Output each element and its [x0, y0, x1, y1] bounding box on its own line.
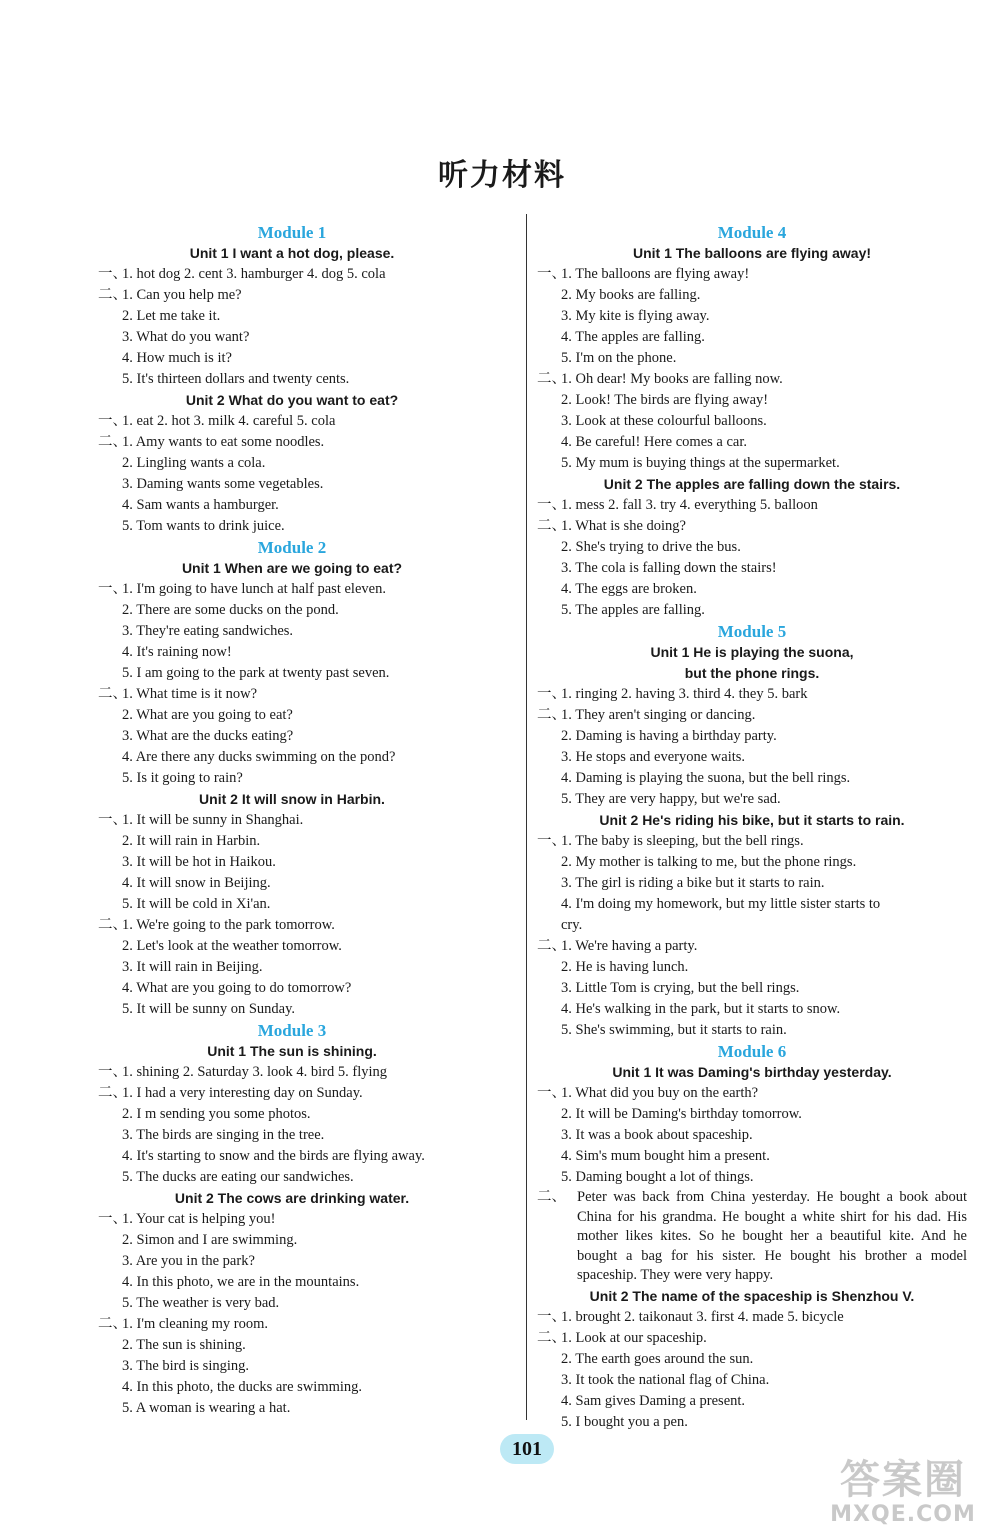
line-text: 4. The eggs are broken. — [561, 581, 697, 597]
line-text: 1. I'm cleaning my room. — [122, 1316, 268, 1332]
unit-heading: Unit 1 It was Daming's birthday yesterday. — [612, 1064, 892, 1080]
section-label: 二、 — [98, 686, 127, 702]
line-text: 5. Tom wants to drink juice. — [122, 518, 285, 534]
answer-line — [98, 264, 486, 285]
answer-line — [98, 957, 486, 978]
line-text: 3. Daming wants some vegetables. — [122, 476, 324, 492]
section-label: 一、 — [537, 833, 566, 849]
section-label: 一、 — [98, 266, 127, 282]
unit-heading: Unit 2 The cows are drinking water. — [174, 1190, 410, 1206]
line-text: 4. How much is it? — [122, 350, 232, 366]
section-label: 二、 — [537, 371, 566, 387]
line-text: 1. Can you help me? — [122, 287, 242, 303]
line-text: 4. What are you going to do tomorrow? — [122, 980, 352, 996]
answer-line — [537, 915, 967, 936]
answer-line — [537, 831, 967, 852]
unit-heading: Unit 2 It will snow in Harbin. — [199, 791, 385, 807]
answer-line — [537, 1020, 967, 1041]
line-text: 1. What did you buy on the earth? — [561, 1085, 759, 1101]
line-text: 3. The bird is singing. — [122, 1358, 250, 1374]
module-heading: Module 2 — [257, 538, 327, 557]
line-text: 5. A woman is wearing a hat. — [122, 1400, 291, 1416]
line-text: 5. They are very happy, but we're sad. — [561, 791, 781, 807]
answer-line — [98, 432, 486, 453]
page-number: 101 — [500, 1434, 554, 1464]
answer-line — [537, 1307, 967, 1328]
answer-line — [537, 495, 967, 516]
answer-line — [98, 1083, 486, 1104]
line-text: 2. She's trying to drive the bus. — [561, 539, 741, 555]
answer-line — [98, 1293, 486, 1314]
line-text: 5. It's thirteen dollars and twenty cents. — [122, 371, 350, 387]
answer-line — [537, 957, 967, 978]
module-heading: Module 3 — [257, 1021, 327, 1040]
answer-line — [98, 1125, 486, 1146]
section-label: 二、 — [98, 917, 127, 933]
answer-line — [98, 411, 486, 432]
answer-line — [98, 1230, 486, 1251]
answer-line — [98, 369, 486, 390]
section-label: 一、 — [537, 1308, 566, 1325]
answer-line — [537, 1328, 967, 1349]
answer-line — [537, 348, 967, 369]
answer-line — [537, 1125, 967, 1146]
section-label: 一、 — [98, 1211, 127, 1227]
line-text: 1. eat 2. hot 3. milk 4. careful 5. cola — [122, 413, 336, 429]
line-text: 1. Your cat is helping you! — [122, 1211, 276, 1227]
answer-line — [537, 516, 967, 537]
section-label: 二、 — [98, 287, 127, 303]
line-text: 3. The girl is riding a bike but it starts to rain. — [561, 875, 825, 891]
section-label: 一、 — [537, 266, 566, 282]
line-text: 2. What are you going to eat? — [122, 707, 293, 723]
line-text: 1. I had a very interesting day on Sunday. — [122, 1085, 363, 1101]
answer-line — [98, 831, 486, 852]
answer-line — [98, 1104, 486, 1125]
line-text: 2. It will be Daming's birthday tomorrow. — [561, 1106, 802, 1122]
answer-line — [537, 1083, 967, 1104]
line-text: 5. The ducks are eating our sandwiches. — [122, 1169, 354, 1185]
answer-line — [98, 852, 486, 873]
line-text: 2. Lingling wants a cola. — [122, 455, 266, 471]
answer-line — [537, 1167, 967, 1188]
unit-heading: but the phone rings. — [684, 665, 820, 681]
line-text: 1. The balloons are flying away! — [561, 266, 750, 282]
passage — [537, 1188, 967, 1286]
section-label: 一、 — [537, 686, 566, 702]
line-text: 1. We're having a party. — [561, 938, 698, 954]
section-label: 二、 — [98, 1316, 127, 1332]
answer-line — [98, 936, 486, 957]
section-label: 二、 — [537, 707, 566, 723]
line-text: 4. It will snow in Beijing. — [122, 875, 271, 891]
answer-line — [537, 453, 967, 474]
section-label: 一、 — [98, 581, 127, 597]
answer-line — [537, 852, 967, 873]
answer-line — [98, 726, 486, 747]
line-text: 1. The baby is sleeping, but the bell rings. — [561, 833, 804, 849]
line-text: 5. My mum is buying things at the supermarket. — [561, 455, 840, 471]
line-text: 1. We're going to the park tomorrow. — [122, 917, 335, 933]
answer-line — [537, 537, 967, 558]
line-text: 1. mess 2. fall 3. try 4. everything 5. balloon — [561, 497, 818, 513]
answer-line — [537, 558, 967, 579]
column-divider — [526, 214, 527, 1420]
line-text: 2. Let me take it. — [122, 308, 221, 324]
answer-line — [98, 768, 486, 789]
answer-line — [537, 894, 967, 915]
answer-line — [98, 579, 486, 600]
line-text: 1. shining 2. Saturday 3. look 4. bird 5. flying — [122, 1064, 388, 1080]
line-text: 1. Look at our spaceship. — [561, 1329, 707, 1346]
page-title: 听力材料 — [438, 158, 566, 193]
line-text: 3. He stops and everyone waits. — [561, 749, 746, 765]
answer-line — [537, 264, 967, 285]
line-text: 3. It was a book about spaceship. — [561, 1127, 753, 1143]
line-text: 4. Sam wants a hamburger. — [122, 497, 279, 513]
line-text: 3. Little Tom is crying, but the bell rings. — [561, 980, 800, 996]
section-label: 二、 — [537, 518, 566, 534]
line-text: 1. They aren't singing or dancing. — [561, 707, 756, 723]
right-column — [537, 222, 967, 1433]
line-text: 4. In this photo, the ducks are swimming. — [122, 1379, 363, 1395]
line-text: 5. I am going to the park at twenty past seven. — [122, 665, 390, 681]
answer-line — [98, 474, 486, 495]
answer-line — [537, 705, 967, 726]
line-text: 2. Look! The birds are flying away! — [561, 392, 769, 408]
answer-line — [98, 1398, 486, 1419]
line-text: 2. Simon and I are swimming. — [122, 1232, 298, 1248]
answer-line — [537, 1349, 967, 1370]
answer-line — [98, 1209, 486, 1230]
answer-line — [537, 768, 967, 789]
answer-line — [537, 285, 967, 306]
line-text: cry. — [561, 917, 583, 933]
line-text: 5. Is it going to rain? — [122, 770, 243, 786]
line-text: 3. Are you in the park? — [122, 1253, 255, 1269]
line-text: 5. It will be cold in Xi'an. — [122, 896, 271, 912]
line-text: 5. The apples are falling. — [561, 602, 705, 618]
line-text: 4. The apples are falling. — [561, 329, 705, 345]
section-label: 一、 — [537, 1085, 566, 1101]
module-heading: Module 6 — [717, 1042, 787, 1061]
line-text: 1. brought 2. taikonaut 3. first 4. made 5. bicycle — [561, 1308, 844, 1325]
answer-line — [98, 978, 486, 999]
line-text: 4. It's raining now! — [122, 644, 232, 660]
line-text: 4. Be careful! Here comes a car. — [561, 434, 747, 450]
passage-text: Peter was back from China yesterday. He bought a book about China for his grandma. He bought a white shirt for his dad. His mother likes kites. So he bought her a beautiful kite. And he bought a bag for his sister. He bought his brother a model spaceship. They were very happy. — [577, 1189, 967, 1283]
answer-line — [537, 579, 967, 600]
watermark-bottom: MXQE.COM — [830, 1502, 976, 1527]
line-text: 4. I'm doing my homework, but my little sister starts to — [561, 896, 881, 912]
unit-heading: Unit 1 When are we going to eat? — [181, 560, 403, 576]
line-text: 3. The cola is falling down the stairs! — [561, 560, 777, 576]
line-text: 3. It will rain in Beijing. — [122, 959, 263, 975]
line-text: 2. My mother is talking to me, but the phone rings. — [561, 854, 857, 870]
answer-line — [537, 1104, 967, 1125]
answer-line — [537, 390, 967, 411]
line-text: 1. What time is it now? — [122, 686, 258, 702]
answer-line — [98, 684, 486, 705]
line-text: 2. The sun is shining. — [122, 1337, 246, 1353]
answer-line — [537, 978, 967, 999]
answer-line — [537, 306, 967, 327]
answer-line — [537, 873, 967, 894]
answer-line — [537, 1412, 967, 1433]
answer-line — [98, 642, 486, 663]
answer-line — [98, 1272, 486, 1293]
answer-line — [537, 936, 967, 957]
line-text: 4. Daming is playing the suona, but the bell rings. — [561, 770, 851, 786]
answer-line — [98, 1062, 486, 1083]
line-text: 2. Daming is having a birthday party. — [561, 728, 777, 744]
answer-line — [537, 1391, 967, 1412]
line-text: 2. Let's look at the weather tomorrow. — [122, 938, 342, 954]
line-text: 2. It will rain in Harbin. — [122, 833, 261, 849]
answer-line — [537, 1370, 967, 1391]
section-label: 二、 — [98, 1085, 127, 1101]
line-text: 3. What do you want? — [122, 329, 250, 345]
line-text: 1. hot dog 2. cent 3. hamburger 4. dog 5. cola — [122, 266, 386, 282]
section-label: 二、 — [537, 1329, 566, 1346]
section-label: 一、 — [98, 1064, 127, 1080]
answer-line — [98, 873, 486, 894]
answer-line — [537, 411, 967, 432]
answer-line — [537, 747, 967, 768]
answer-line — [98, 1146, 486, 1167]
line-text: 1. It will be sunny in Shanghai. — [122, 812, 304, 828]
answer-line — [537, 726, 967, 747]
line-text: 1. Amy wants to eat some noodles. — [122, 434, 325, 450]
answer-line — [98, 348, 486, 369]
answer-line — [98, 1377, 486, 1398]
answer-line — [98, 600, 486, 621]
unit-heading: Unit 1 He is playing the suona, — [650, 644, 854, 660]
answer-line — [98, 705, 486, 726]
answer-line — [98, 1356, 486, 1377]
line-text: 3. The birds are singing in the tree. — [122, 1127, 325, 1143]
line-text: 3. What are the ducks eating? — [122, 728, 294, 744]
section-label: 一、 — [537, 497, 566, 513]
unit-heading: Unit 2 The name of the spaceship is Shenzhou V. — [589, 1287, 915, 1304]
line-text: 2. I m sending you some photos. — [122, 1106, 311, 1122]
line-text: 4. In this photo, we are in the mountains. — [122, 1274, 360, 1290]
answer-line — [98, 999, 486, 1020]
answer-line — [537, 999, 967, 1020]
line-text: 3. It will be hot in Haikou. — [122, 854, 276, 870]
section-label: 二、 — [98, 434, 127, 450]
answer-line — [98, 1335, 486, 1356]
line-text: 4. Sam gives Daming a present. — [561, 1392, 746, 1409]
module-heading: Module 5 — [717, 622, 787, 641]
answer-line — [98, 453, 486, 474]
answer-line — [98, 621, 486, 642]
unit-heading: Unit 2 The apples are falling down the stairs. — [603, 476, 901, 492]
watermark-logo — [818, 1458, 988, 1532]
answer-line — [98, 915, 486, 936]
module-heading: Module 4 — [717, 223, 787, 242]
unit-heading: Unit 2 He's riding his bike, but it starts to rain. — [599, 812, 905, 828]
unit-heading: Unit 1 The sun is shining. — [207, 1043, 377, 1059]
answer-line — [537, 327, 967, 348]
line-text: 4. Sim's mum bought him a present. — [561, 1148, 770, 1164]
line-text: 5. I'm on the phone. — [561, 350, 677, 366]
answer-line — [537, 789, 967, 810]
line-text: 1. ringing 2. having 3. third 4. they 5. bark — [561, 686, 808, 702]
line-text: 5. The weather is very bad. — [122, 1295, 280, 1311]
line-text: 2. There are some ducks on the pond. — [122, 602, 339, 618]
line-text: 5. She's swimming, but it starts to rain. — [561, 1022, 787, 1038]
unit-heading: Unit 1 I want a hot dog, please. — [189, 245, 395, 261]
unit-heading: Unit 1 The balloons are flying away! — [632, 245, 872, 261]
answer-line — [537, 600, 967, 621]
line-text: 2. The earth goes around the sun. — [561, 1350, 754, 1367]
line-text: 5. I bought you a pen. — [561, 1413, 688, 1430]
line-text: 1. Oh dear! My books are falling now. — [561, 371, 783, 387]
section-label: 二、 — [537, 938, 566, 954]
line-text: 1. What is she doing? — [561, 518, 686, 534]
answer-line — [98, 894, 486, 915]
answer-line — [98, 1167, 486, 1188]
answer-line — [98, 1314, 486, 1335]
line-text: 4. He's walking in the park, but it starts to snow. — [561, 1001, 841, 1017]
answer-line — [98, 747, 486, 768]
answer-line — [98, 327, 486, 348]
line-text: 3. My kite is flying away. — [561, 308, 710, 324]
answer-line — [98, 495, 486, 516]
answer-line — [98, 516, 486, 537]
line-text: 2. My books are falling. — [561, 287, 701, 303]
unit-heading: Unit 2 What do you want to eat? — [185, 392, 399, 408]
answer-line — [537, 432, 967, 453]
answer-line — [98, 810, 486, 831]
answer-line — [537, 369, 967, 390]
answer-line — [537, 684, 967, 705]
answer-line — [98, 1251, 486, 1272]
line-text: 2. He is having lunch. — [561, 959, 689, 975]
line-text: 3. They're eating sandwiches. — [122, 623, 294, 639]
module-heading: Module 1 — [257, 223, 327, 242]
line-text: 1. I'm going to have lunch at half past eleven. — [122, 581, 386, 597]
section-label: 二、 — [537, 1189, 566, 1205]
line-text: 3. Look at these colourful balloons. — [561, 413, 767, 429]
answer-line — [98, 285, 486, 306]
line-text: 4. Are there any ducks swimming on the pond? — [122, 749, 396, 765]
section-label: 一、 — [98, 812, 127, 828]
line-text: 5. Daming bought a lot of things. — [561, 1169, 754, 1185]
watermark-top: 答案圈 — [840, 1457, 966, 1503]
line-text: 5. It will be sunny on Sunday. — [122, 1001, 296, 1017]
answer-line — [98, 306, 486, 327]
line-text: 3. It took the national flag of China. — [561, 1371, 770, 1388]
section-label: 一、 — [98, 413, 127, 429]
answer-line — [98, 663, 486, 684]
line-text: 4. It's starting to snow and the birds are flying away. — [122, 1148, 425, 1164]
left-column — [98, 222, 486, 1419]
answer-line — [537, 1146, 967, 1167]
